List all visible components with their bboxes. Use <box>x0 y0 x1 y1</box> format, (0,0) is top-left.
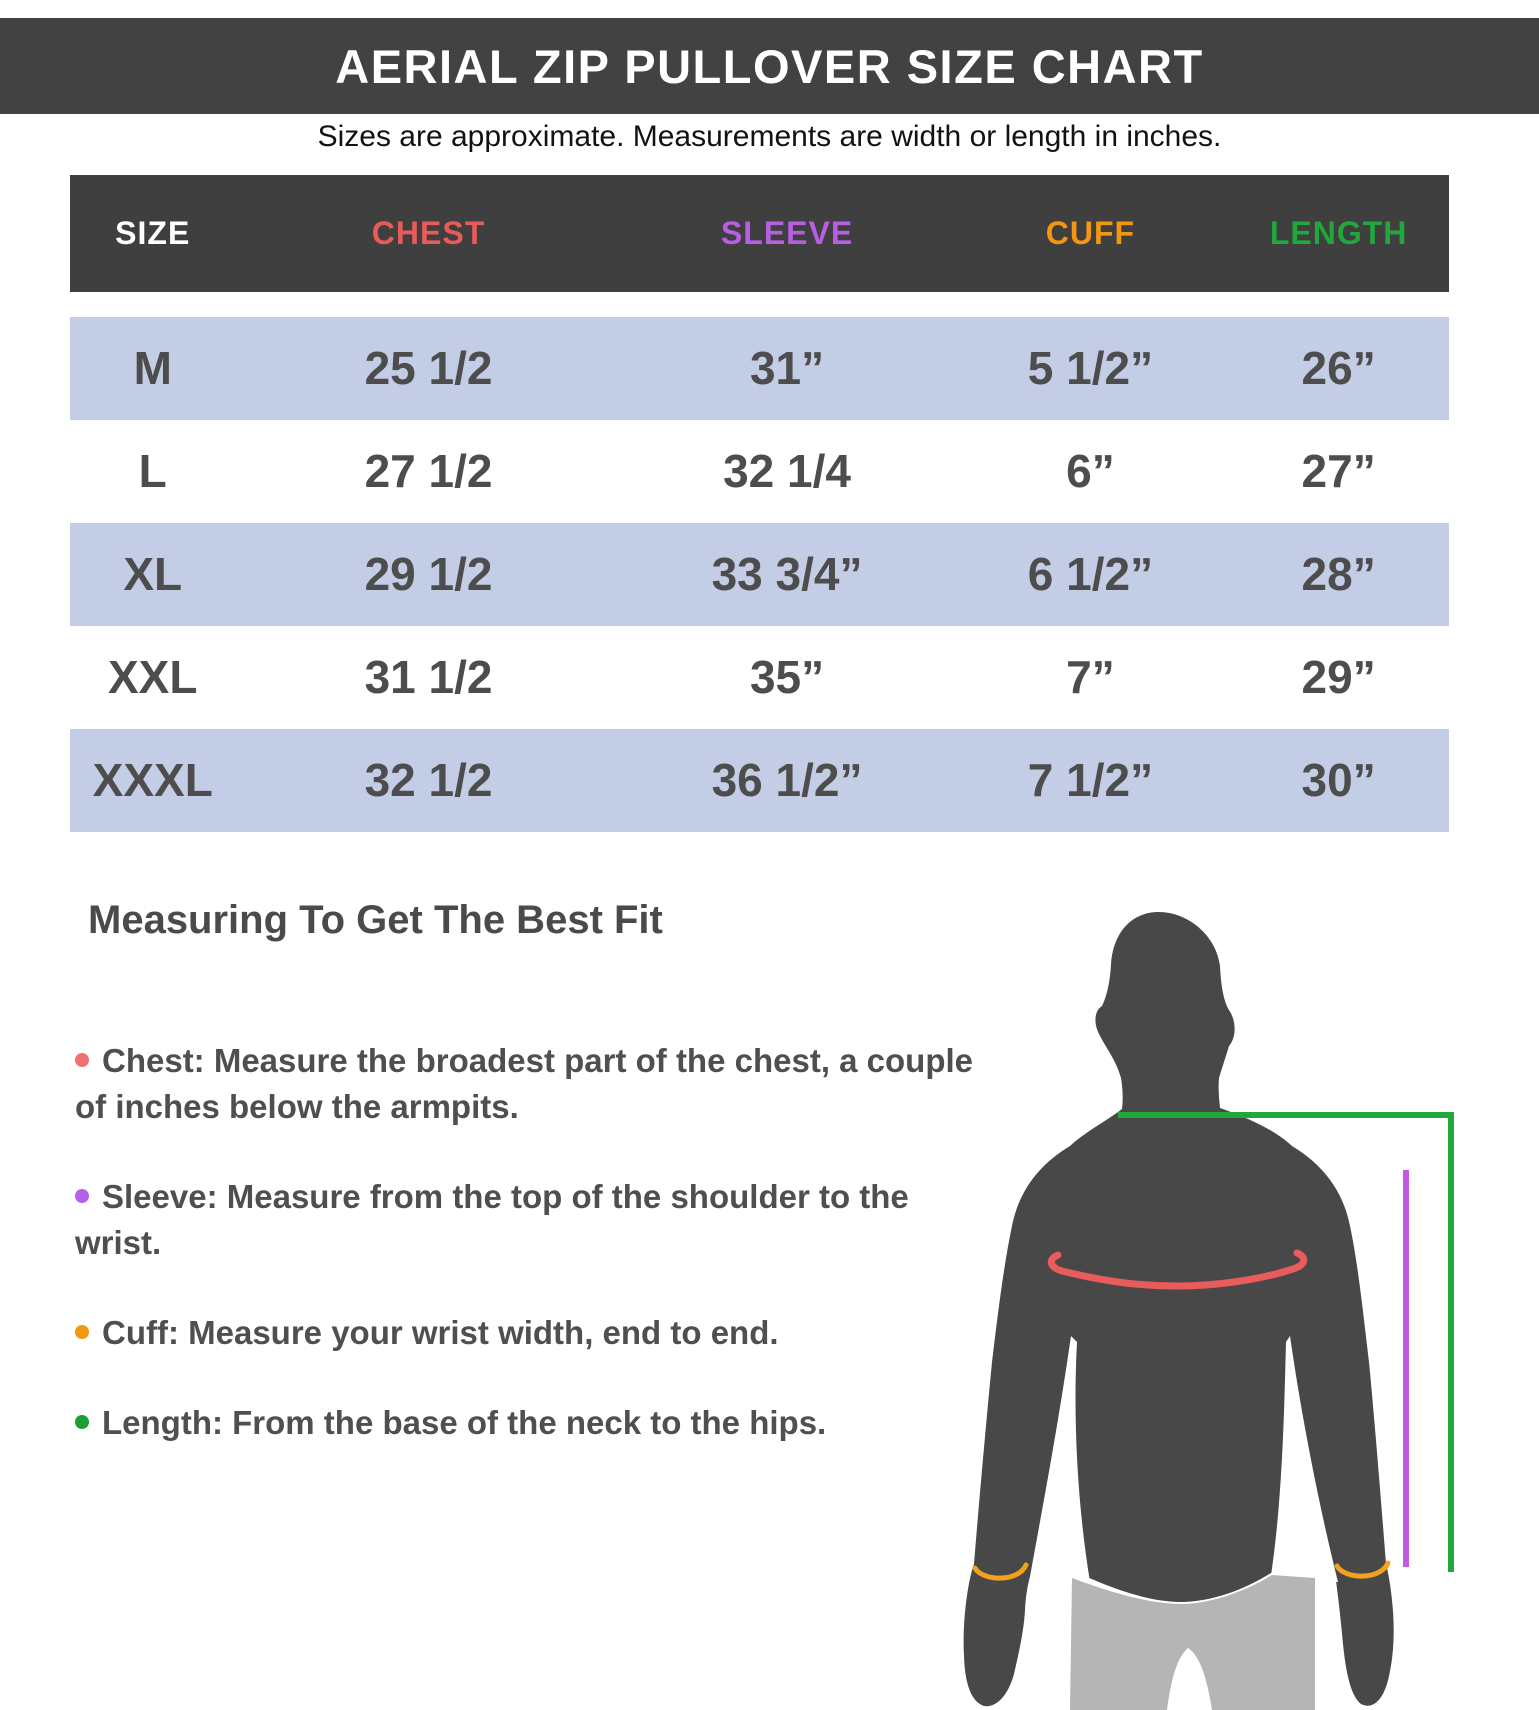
size-value: XL <box>123 548 183 600</box>
guide-item-sleeve <box>75 1174 975 1266</box>
length-value: 29” <box>1301 651 1376 703</box>
size-table <box>70 175 1449 832</box>
size-value: XXL <box>108 651 198 703</box>
sleeve-value: 31” <box>749 342 825 394</box>
length-value: 30” <box>1301 754 1376 806</box>
guide-item-text: Sleeve: Measure from the top of the shoulder to the wrist. <box>75 1178 909 1261</box>
guide-item-text: Length: From the base of the neck to the hips. <box>102 1404 827 1441</box>
chest-value: 29 1/2 <box>364 548 493 600</box>
subtitle: Sizes are approximate. Measurements are width or length in inches. <box>317 120 1222 153</box>
figure-silhouette <box>964 912 1394 1706</box>
guide-item-cuff <box>75 1310 975 1356</box>
column-header-cuff: CUFF <box>1045 215 1136 251</box>
sleeve-value: 35” <box>749 651 825 703</box>
guide-item-text: Cuff: Measure your wrist width, end to end. <box>102 1314 779 1351</box>
cuff-value: 7 1/2” <box>1027 754 1154 806</box>
measurement-figure <box>920 850 1480 1710</box>
sleeve-value: 36 1/2” <box>711 754 863 806</box>
table-header-gap <box>70 292 1449 317</box>
table-row-xxxl <box>70 729 1449 832</box>
table-row-xl <box>70 523 1449 626</box>
size-value: L <box>138 445 167 497</box>
measuring-guide-heading: Measuring To Get The Best Fit <box>88 898 663 942</box>
cuff-value: 5 1/2” <box>1027 342 1154 394</box>
page-title: AERIAL ZIP PULLOVER SIZE CHART <box>335 39 1204 93</box>
column-header-length: LENGTH <box>1269 215 1408 251</box>
chest-value: 32 1/2 <box>364 754 493 806</box>
guide-item-length <box>75 1400 975 1446</box>
sleeve-bullet-dot <box>75 1189 89 1203</box>
column-header-size: SIZE <box>115 215 191 251</box>
sleeve-value: 33 3/4” <box>711 548 863 600</box>
column-header-sleeve: SLEEVE <box>720 215 854 251</box>
table-header-row <box>70 175 1449 292</box>
title-bar <box>0 18 1539 114</box>
cuff-value: 6” <box>1066 445 1115 497</box>
length-value: 26” <box>1301 342 1376 394</box>
length-bullet-dot <box>75 1415 89 1429</box>
size-value: M <box>133 342 172 394</box>
table-row-l <box>70 420 1449 523</box>
sleeve-value: 32 1/4 <box>723 445 851 497</box>
cuff-value: 6 1/2” <box>1027 548 1154 600</box>
column-header-chest: CHEST <box>371 215 486 251</box>
length-value: 27” <box>1301 445 1376 497</box>
table-row-xxl <box>70 626 1449 729</box>
measuring-guide-list <box>75 1038 975 1490</box>
chest-value: 27 1/2 <box>364 445 493 497</box>
chest-value: 31 1/2 <box>364 651 493 703</box>
chest-bullet-dot <box>75 1053 89 1067</box>
cuff-value: 7” <box>1066 651 1115 703</box>
table-row-m <box>70 317 1449 420</box>
length-value: 28” <box>1301 548 1376 600</box>
guide-item-chest <box>75 1038 975 1130</box>
chest-value: 25 1/2 <box>364 342 493 394</box>
cuff-bullet-dot <box>75 1325 89 1339</box>
guide-item-text: Chest: Measure the broadest part of the chest, a couple of inches below the armpits. <box>75 1042 974 1125</box>
size-value: XXXL <box>92 754 213 806</box>
body-diagram <box>920 850 1480 1710</box>
